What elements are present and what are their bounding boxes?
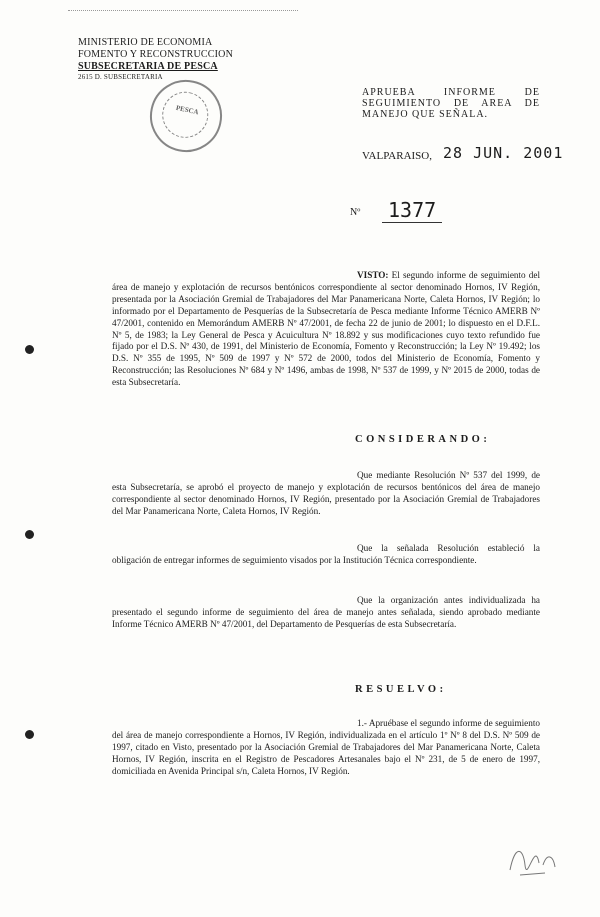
considerando-text-2: Que la señalada Resolución estableció la obligación de entregar informes de seguimiento visados por la Institución Técnica correspondiente.: [112, 543, 540, 565]
considerando-text-1: Que mediante Resolución Nº 537 del 1999, de esta Subsecretaría, se aprobó el proyecto de manejo y explotación de recursos bentónicos del área de manejo correspondiente al sector denominado Hornos, IV Región, presentado por la Asociación Gremial de Trabajadores del Mar Panamericana Norte, Caleta Hornos, IV Región.: [112, 470, 540, 516]
letterhead: [78, 37, 233, 81]
punch-hole-2: [25, 530, 34, 539]
number-label: Nº: [350, 207, 361, 218]
punch-hole-3: [25, 730, 34, 739]
considerando-item-3: [112, 595, 540, 631]
resuelvo-item-1: [112, 718, 540, 778]
resuelvo-heading: RESUELVO:: [355, 684, 447, 695]
place-label: VALPARAISO,: [362, 150, 432, 162]
considerando-text-3: Que la organización antes individualizada ha presentado el segundo informe de seguimiento del área de manejo antes señalada, siendo aprobado mediante Informe Técnico AMERB Nº 47/2001, del Departamento de Pesquerías de esta Subsecretaría.: [112, 595, 540, 629]
letterhead-subsecretaria: SUBSECRETARIA DE PESCA: [78, 61, 218, 72]
considerando-item-2: [112, 543, 540, 567]
official-seal: [143, 73, 228, 158]
letterhead-department: FOMENTO Y RECONSTRUCCION: [78, 49, 234, 60]
letterhead-ref: 2615 D. SUBSECRETARIA: [78, 73, 163, 81]
punch-hole-1: [25, 345, 34, 354]
top-scan-marks: [68, 10, 298, 15]
resolution-number: 1377: [382, 198, 442, 223]
document-date: 28 JUN. 2001: [443, 144, 564, 162]
visto-lead: VISTO:: [357, 270, 389, 280]
visto-paragraph: [112, 270, 540, 389]
considerando-heading: CONSIDERANDO:: [355, 434, 491, 445]
seal-text: PESCA: [175, 103, 200, 117]
document-subject: APRUEBA INFORME DE SEGUIMIENTO DE AREA DE MANEJO QUE SEÑALA.: [362, 87, 540, 120]
letterhead-ministry: MINISTERIO DE ECONOMIA: [78, 37, 213, 48]
handwritten-initials: [505, 835, 565, 880]
visto-text: El segundo informe de seguimiento del área de manejo y explotación de recursos bentónicos correspondiente al sector denominado Hornos, IV Región, presentada por la Asociación Gremial de Trabajadores del Mar Panamericana Norte, Caleta Hornos, IV Región; lo informado por el Departamento de Pesquerías de la Subsecretaría de Pesca mediante Informe Técnico AMERB Nº 47/2001, contenido en Memorándum AMERB Nº 47/2001, de fecha 22 de junio de 2001; lo dispuesto en el D.F.L. Nº 5, de 1983; la Ley General de Pesca y Acuicultura Nº 18.892 y sus modificaciones cuyo texto refundido fue fijado por el D.S. Nº 430, de 1991, del Ministerio de Economía, Fomento y Reconstrucción; la Ley Nº 19.492; los D.S. Nº 355 de 1995, Nº 509 de 1997 y Nº 572 de 2000, todos del Ministerio de Economía, Fomento y Reconstrucción; las Resoluciones Nº 684 y Nº 1496, ambas de 1998, Nº 537 de 1999, y Nº 2015 de 2000, todas de esta Subsecretaría.: [112, 270, 540, 388]
resuelvo-text-1: 1.- Apruébase el segundo informe de seguimiento del área de manejo correspondiente a Hornos, IV Región, individualizada en el artículo 1º Nº 8 del D.S. Nº 509 de 1997, citado en Visto, presentado por la Asociación Gremial de Trabajadores del Mar Panamericana Norte, Caleta Hornos, IV Región, inscrita en el Registro de Pescadores Artesanales bajo el Nº 231, de 5 de enero de 1997, domiciliada en Avenida Principal s/n, Caleta Hornos, IV Región.: [112, 718, 540, 776]
considerando-item-1: [112, 470, 540, 518]
